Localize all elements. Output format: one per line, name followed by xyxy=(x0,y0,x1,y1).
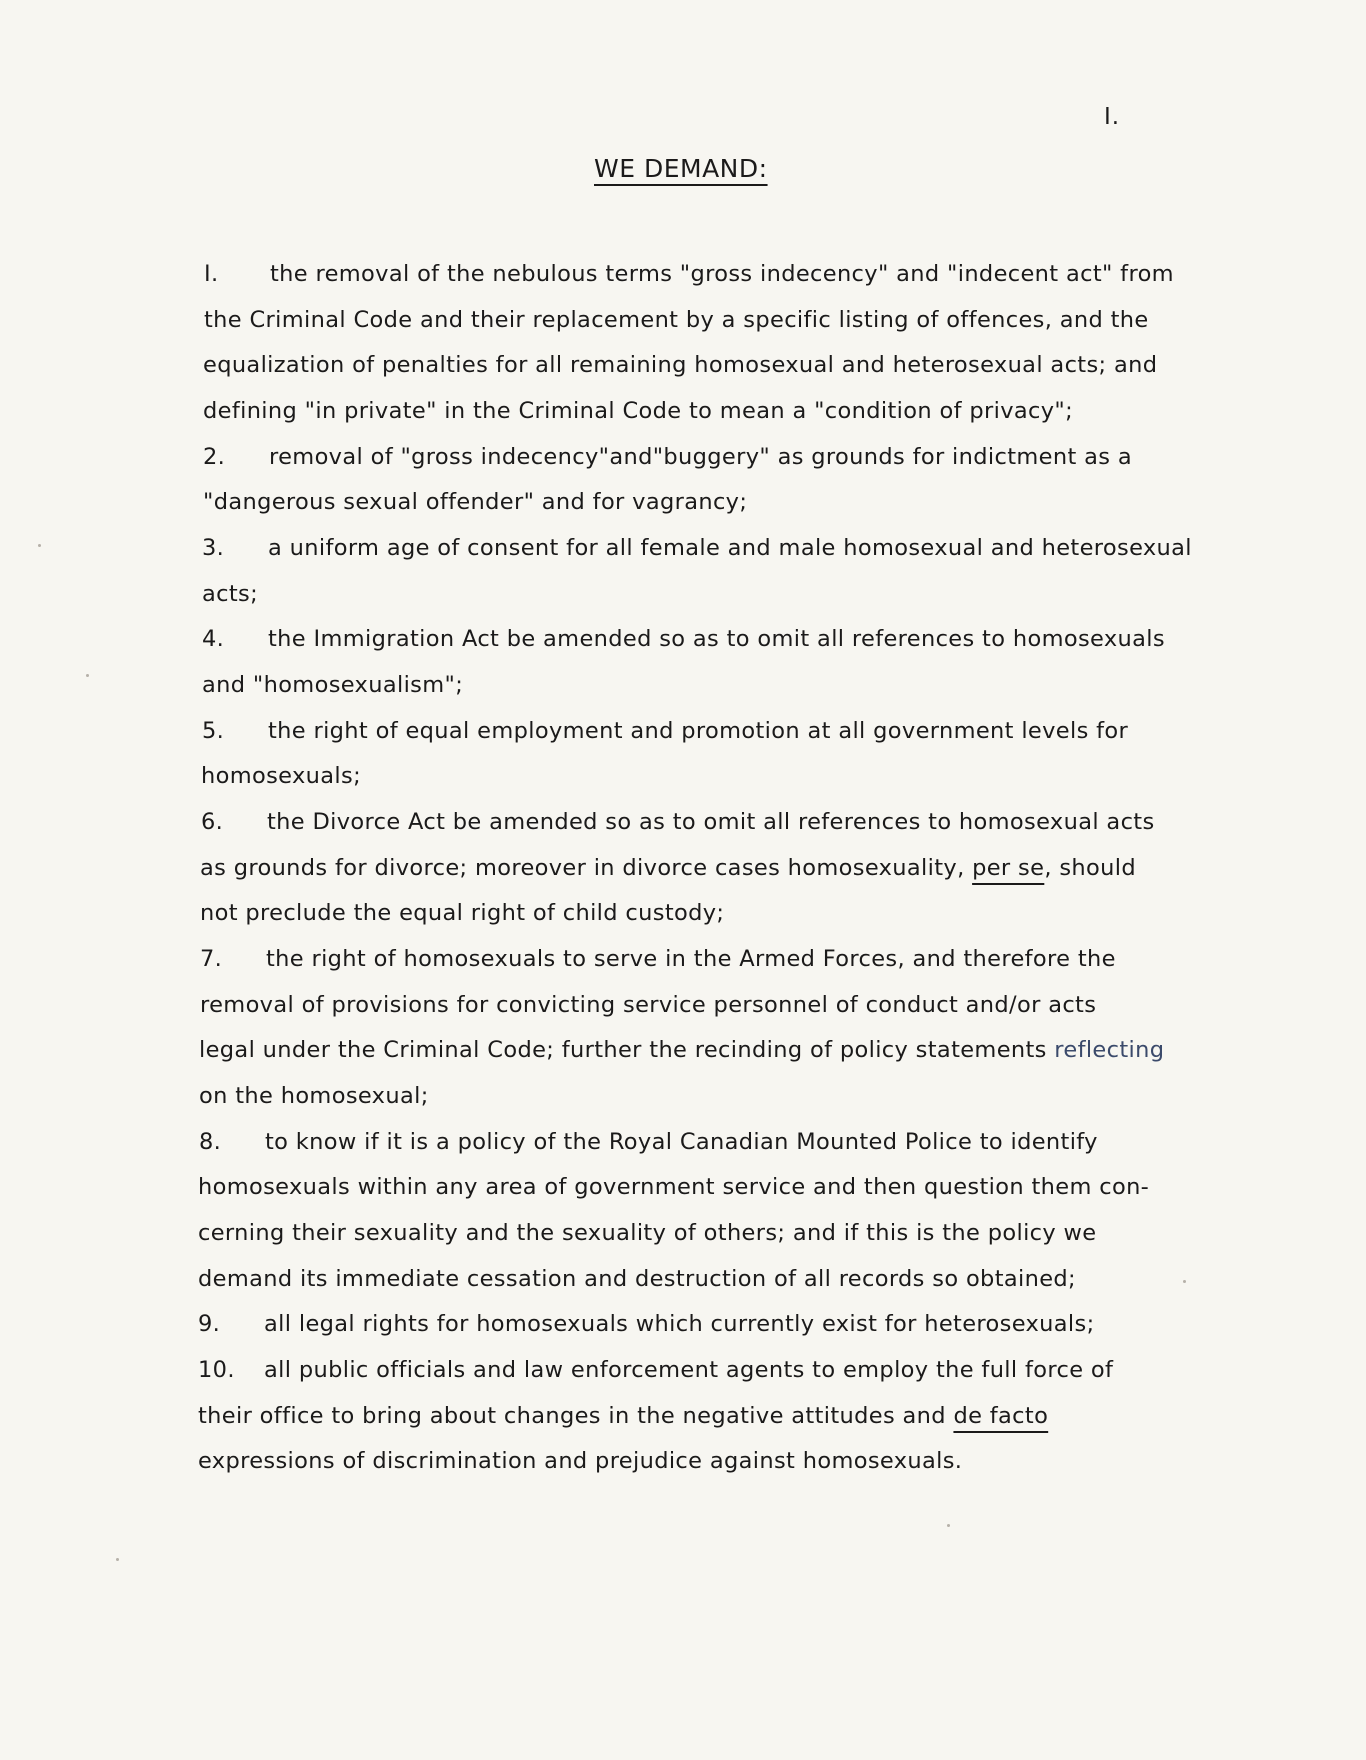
item-text: their office to bring about changes in the negative attitudes and xyxy=(198,1403,946,1429)
list-item-2-line-2: "dangerous sexual offender" and for vagrancy; xyxy=(203,489,748,515)
page-number: I. xyxy=(1104,104,1121,130)
item-text: the right of homosexuals to serve in the Armed Forces, and therefore the xyxy=(266,946,1116,972)
list-item-1-line-4: defining "in private" in the Criminal Code to mean a "condition of privacy"; xyxy=(203,398,1074,424)
list-item-7-line-1 xyxy=(200,944,1116,974)
list-item-10-line-3: expressions of discrimination and prejudice against homosexuals. xyxy=(198,1448,963,1474)
list-item-6-line-1 xyxy=(201,807,1155,837)
underlined-phrase: per se xyxy=(972,855,1045,881)
item-number: 5. xyxy=(202,718,225,744)
item-number: 2. xyxy=(203,444,226,470)
list-item-7-line-4: on the homosexual; xyxy=(199,1083,429,1109)
list-item-7-line-3 xyxy=(199,1035,1164,1065)
list-item-8-line-3: cerning their sexuality and the sexuality of others; and if this is the policy we xyxy=(198,1220,1097,1246)
list-item-7-line-2: removal of provisions for convicting service personnel of conduct and/or acts xyxy=(200,992,1097,1018)
list-item-4-line-1 xyxy=(202,624,1165,654)
list-item-5-line-1 xyxy=(202,716,1128,746)
list-item-10-line-2 xyxy=(198,1401,1048,1431)
paper-speck xyxy=(1183,1280,1186,1283)
handwritten-correction: reflecting xyxy=(1054,1037,1165,1063)
paper-speck xyxy=(38,544,41,547)
list-item-9-line-1 xyxy=(198,1309,1095,1339)
list-item-1-line-3: equalization of penalties for all remaining homosexual and heterosexual acts; and xyxy=(203,352,1158,378)
item-number: 8. xyxy=(199,1129,222,1155)
list-item-8-line-2: homosexuals within any area of government service and then question them con- xyxy=(198,1174,1150,1200)
paper-speck xyxy=(116,1558,119,1561)
list-item-5-line-2: homosexuals; xyxy=(201,763,361,789)
list-item-10-line-1 xyxy=(198,1355,1113,1385)
item-text: removal of "gross indecency"and"buggery" as grounds for indictment as a xyxy=(269,444,1132,470)
item-text: to know if it is a policy of the Royal Canadian Mounted Police to identify xyxy=(265,1129,1098,1155)
item-number: 3. xyxy=(202,535,225,561)
item-text: the Divorce Act be amended so as to omit all references to homosexual acts xyxy=(267,809,1155,835)
list-item-6-line-2 xyxy=(200,853,1136,883)
list-item-6-line-3: not preclude the equal right of child custody; xyxy=(200,900,725,926)
item-text: the removal of the nebulous terms "gross indecency" and "indecent act" from xyxy=(270,261,1174,287)
item-text: all public officials and law enforcement agents to employ the full force of xyxy=(264,1357,1114,1383)
list-item-3-line-1 xyxy=(202,533,1192,563)
list-item-3-line-2: acts; xyxy=(202,581,259,607)
list-item-4-line-2: and "homosexualism"; xyxy=(202,672,464,698)
item-text: a uniform age of consent for all female and male homosexual and heterosexual xyxy=(268,535,1192,561)
list-item-8-line-1 xyxy=(199,1127,1098,1157)
item-number: I. xyxy=(204,261,219,287)
item-number: 9. xyxy=(198,1311,221,1337)
underlined-phrase: de facto xyxy=(953,1403,1049,1429)
item-text: as grounds for divorce; moreover in divorce cases homosexuality, xyxy=(200,855,965,881)
item-text: the Immigration Act be amended so as to omit all references to homosexuals xyxy=(268,626,1165,652)
item-text: all legal rights for homosexuals which currently exist for heterosexuals; xyxy=(264,1311,1095,1337)
list-item-2-line-1 xyxy=(203,442,1132,472)
paper-speck xyxy=(947,1524,950,1527)
item-text: legal under the Criminal Code; further the recinding of policy statements xyxy=(199,1037,1047,1063)
item-number: 6. xyxy=(201,809,224,835)
item-text: the right of equal employment and promotion at all government levels for xyxy=(268,718,1129,744)
paper-speck xyxy=(86,674,89,677)
list-item-8-line-4: demand its immediate cessation and destruction of all records so obtained; xyxy=(198,1266,1076,1292)
page-title: WE DEMAND: xyxy=(594,154,768,183)
item-number: 4. xyxy=(202,626,225,652)
list-item-1-line-1 xyxy=(204,259,1174,289)
item-number: 7. xyxy=(200,946,223,972)
list-item-1-line-2: the Criminal Code and their replacement by a specific listing of offences, and the xyxy=(204,307,1149,333)
item-text: , should xyxy=(1044,855,1136,881)
item-number: 10. xyxy=(198,1357,235,1383)
